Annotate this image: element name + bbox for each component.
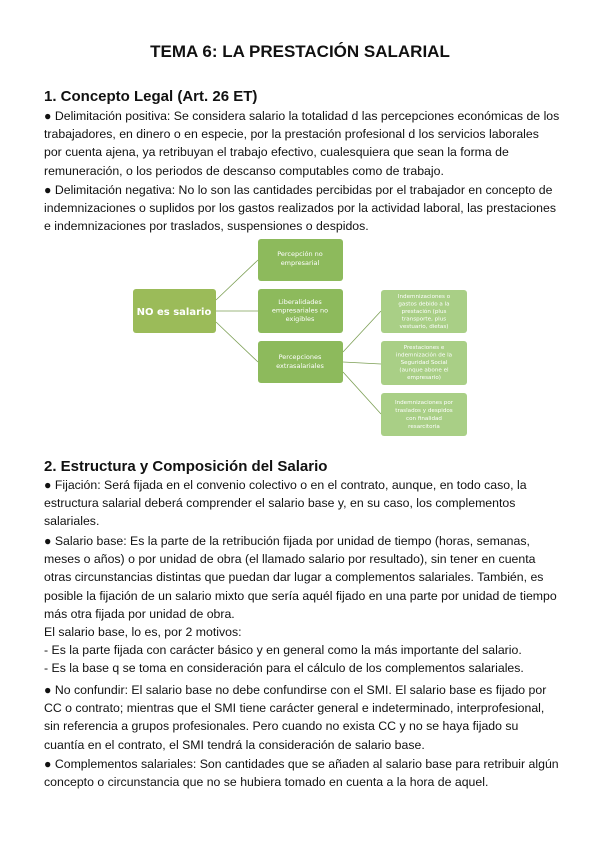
positive-definition-paragraph: ● Delimitación positiva: Se considera salario la totalidad d las percepciones económicas de los trabajadores, en dinero o en especie, por la prestación profesional d los servicios laborales por cuenta ajena, ya retribuyan el trabajo efectivo, cualesquiera que sean la forma de remuneración, o los periodos de descanso computables como de trabajo. — [44, 109, 560, 178]
salario-base-motive-1: - Es la parte fijada con carácter básico y en general como la más importante del salario. — [44, 643, 522, 657]
diagram-node-label: Indemnizaciones por traslados y despidos con finalidad resarcitoria — [394, 400, 454, 430]
salario-base-motives-intro: El salario base, lo es, por 2 motivos: — [44, 625, 242, 639]
section-2-heading: 2. Estructura y Composición del Salario — [44, 458, 328, 475]
salario-base-motive-2: - Es la base q se toma en consideración para el cálculo de los complementos salariales. — [44, 661, 524, 675]
salario-base-paragraph: ● Salario base: Es la parte de la retribución fijada por unidad de tiempo (horas, semanas, meses o años) o por unidad de obra (el llamado salario por resultado), sin tener en cuenta otras circunstancias distintas que puedan dar lugar a complementos salariales. También, es posible la fijación de un salario mixto que sería aquél fijado en una parte por unidad de tiempo más otra fijada por unidad de obra. — [44, 534, 557, 621]
fijacion-paragraph: ● Fijación: Será fijada en el convenio colectivo o en el contrato, aunque, en todo caso, la estructura salarial deberá comprender el salario base y, en su caso, los complementos salariales. — [44, 478, 527, 529]
section-1-heading: 1. Concepto Legal (Art. 26 ET) — [44, 88, 258, 105]
no-confundir-paragraph: ● No confundir: El salario base no debe confundirse con el SMI. El salario base es fijado por CC o contrato; mientras que el SMI tiene carácter general e indeterminado, interprofesional, sin referencia a grupos profesionales. Pero cuando no exista CC y no se haya fijado su cuantía en el contrato, el SMI tendrá la consideración de salario base. — [44, 683, 547, 752]
diagram-node-label: Liberalidades empresariales no exigibles — [271, 298, 329, 323]
diagram-node-label: Percepciones extrasalariales — [276, 353, 324, 370]
diagram-node-label: Percepción no empresarial — [277, 250, 323, 267]
diagram-node-label: Indemnizaciones o gastos debido a la prestación (plus transporte, plus vestuario, dietas) — [397, 294, 451, 330]
diagram-root-label: NO es salario — [136, 307, 212, 318]
complementos-paragraph: ● Complementos salariales: Son cantidades que se añaden al salario base para retribuir algún concepto o circunstancia que no se hubiera tomado en cuenta a la hora de aquel. — [44, 757, 559, 790]
diagram-node-label: Prestaciones e indemnización de la Seguridad Social (aunque abone el empresario) — [395, 345, 453, 381]
page-title: TEMA 6: LA PRESTACIÓN SALARIAL — [150, 42, 450, 61]
negative-definition-paragraph: ● Delimitación negativa: No lo son las cantidades percibidas por el trabajador en concepto de indemnizaciones o suplidos por los gastos realizados por la actividad laboral, las prestaciones e indemnizaciones por traslados, suspensiones o despidos. — [44, 183, 556, 234]
